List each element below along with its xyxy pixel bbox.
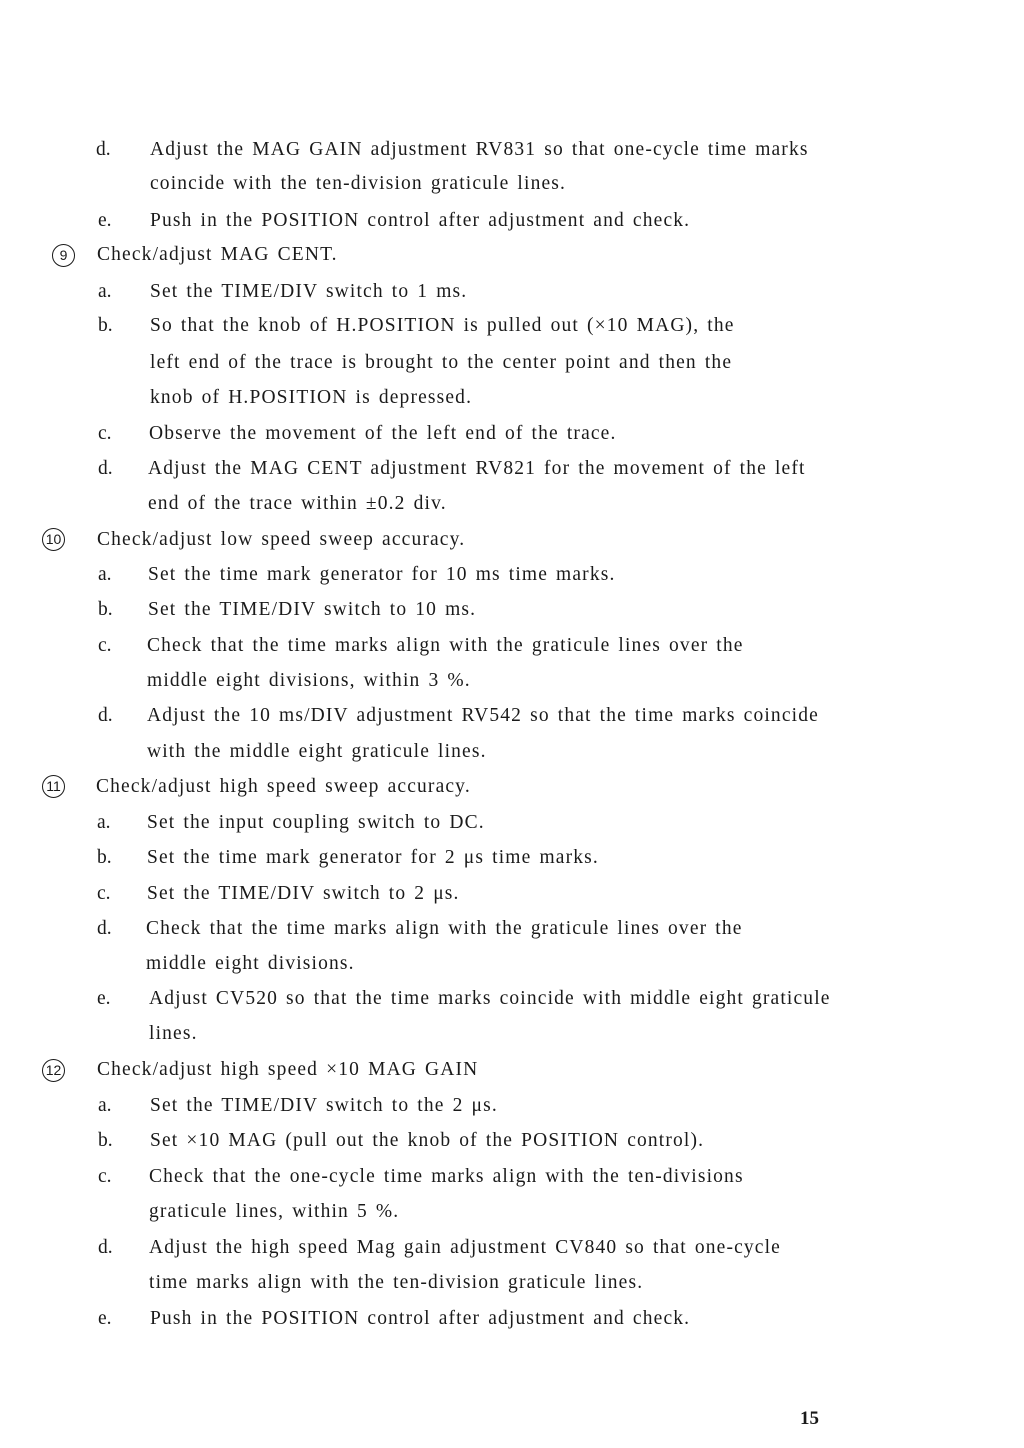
step-title: Check/adjust MAG CENT.	[97, 244, 338, 265]
item-text: Check that the one-cycle time marks align with the ten-divisions	[149, 1166, 744, 1187]
item-label: d.	[96, 139, 111, 160]
item-text: Check that the time marks align with the graticule lines over the	[147, 635, 744, 656]
item-label: b.	[98, 1130, 113, 1151]
item-text: Adjust the high speed Mag gain adjustment CV840 so that one-cycle	[149, 1237, 781, 1258]
step-title: Check/adjust low speed sweep accuracy.	[97, 529, 466, 550]
item-label: c.	[98, 423, 112, 444]
step-title: Check/adjust high speed sweep accuracy.	[96, 776, 471, 797]
step-number-badge: 12	[42, 1059, 65, 1082]
item-text: lines.	[149, 1023, 198, 1044]
item-text: Adjust the 10 ms/DIV adjustment RV542 so that the time marks coincide	[147, 705, 819, 726]
item-text: Push in the POSITION control after adjustment and check.	[150, 210, 691, 231]
item-text: Set the time mark generator for 2 μs time marks.	[147, 847, 599, 868]
item-text: Adjust the MAG GAIN adjustment RV831 so that one-cycle time marks	[150, 139, 809, 160]
item-text: coincide with the ten-division graticule lines.	[150, 173, 567, 194]
item-text: Check that the time marks align with the graticule lines over the	[146, 918, 743, 939]
step-number-badge: 9	[52, 244, 75, 267]
step-number-badge: 10	[42, 528, 65, 551]
item-text: knob of H.POSITION is depressed.	[150, 387, 473, 408]
item-label: a.	[98, 1095, 112, 1116]
item-label: c.	[98, 1166, 112, 1187]
item-label: c.	[97, 883, 111, 904]
item-text: Push in the POSITION control after adjustment and check.	[150, 1308, 691, 1329]
item-label: d.	[97, 918, 112, 939]
item-label: d.	[98, 1237, 113, 1258]
item-text: Set the TIME/DIV switch to 2 μs.	[147, 883, 460, 904]
item-text: graticule lines, within 5 %.	[149, 1201, 400, 1222]
item-label: a.	[97, 812, 111, 833]
item-label: b.	[98, 315, 113, 336]
item-text: middle eight divisions, within 3 %.	[147, 670, 471, 691]
item-label: e.	[97, 988, 111, 1009]
item-text: left end of the trace is brought to the center point and then the	[150, 352, 733, 373]
item-text: Adjust the MAG CENT adjustment RV821 for the movement of the left	[148, 458, 806, 479]
item-text: with the middle eight graticule lines.	[147, 741, 487, 762]
item-text: Set the TIME/DIV switch to 10 ms.	[148, 599, 477, 620]
item-label: a.	[98, 281, 112, 302]
item-label: b.	[98, 599, 113, 620]
page-number: 15	[800, 1408, 819, 1429]
item-label: c.	[98, 635, 112, 656]
item-text: middle eight divisions.	[146, 953, 355, 974]
item-text: Set the TIME/DIV switch to the 2 μs.	[150, 1095, 498, 1116]
item-text: Set the TIME/DIV switch to 1 ms.	[150, 281, 468, 302]
item-text: time marks align with the ten-division graticule lines.	[149, 1272, 644, 1293]
item-text: Set the input coupling switch to DC.	[147, 812, 485, 833]
item-text: Set ×10 MAG (pull out the knob of the POSITION control).	[150, 1130, 705, 1151]
item-label: a.	[98, 564, 112, 585]
item-label: d.	[98, 458, 113, 479]
step-number-badge: 11	[42, 775, 65, 798]
step-title: Check/adjust high speed ×10 MAG GAIN	[97, 1059, 479, 1080]
item-text: Observe the movement of the left end of the trace.	[149, 423, 617, 444]
item-text: end of the trace within ±0.2 div.	[148, 493, 447, 514]
item-text: So that the knob of H.POSITION is pulled out (×10 MAG), the	[150, 315, 735, 336]
item-label: b.	[97, 847, 112, 868]
item-label: e.	[98, 210, 112, 231]
item-text: Adjust CV520 so that the time marks coincide with middle eight graticule	[149, 988, 831, 1009]
item-label: d.	[98, 705, 113, 726]
item-text: Set the time mark generator for 10 ms time marks.	[148, 564, 616, 585]
item-label: e.	[98, 1308, 112, 1329]
